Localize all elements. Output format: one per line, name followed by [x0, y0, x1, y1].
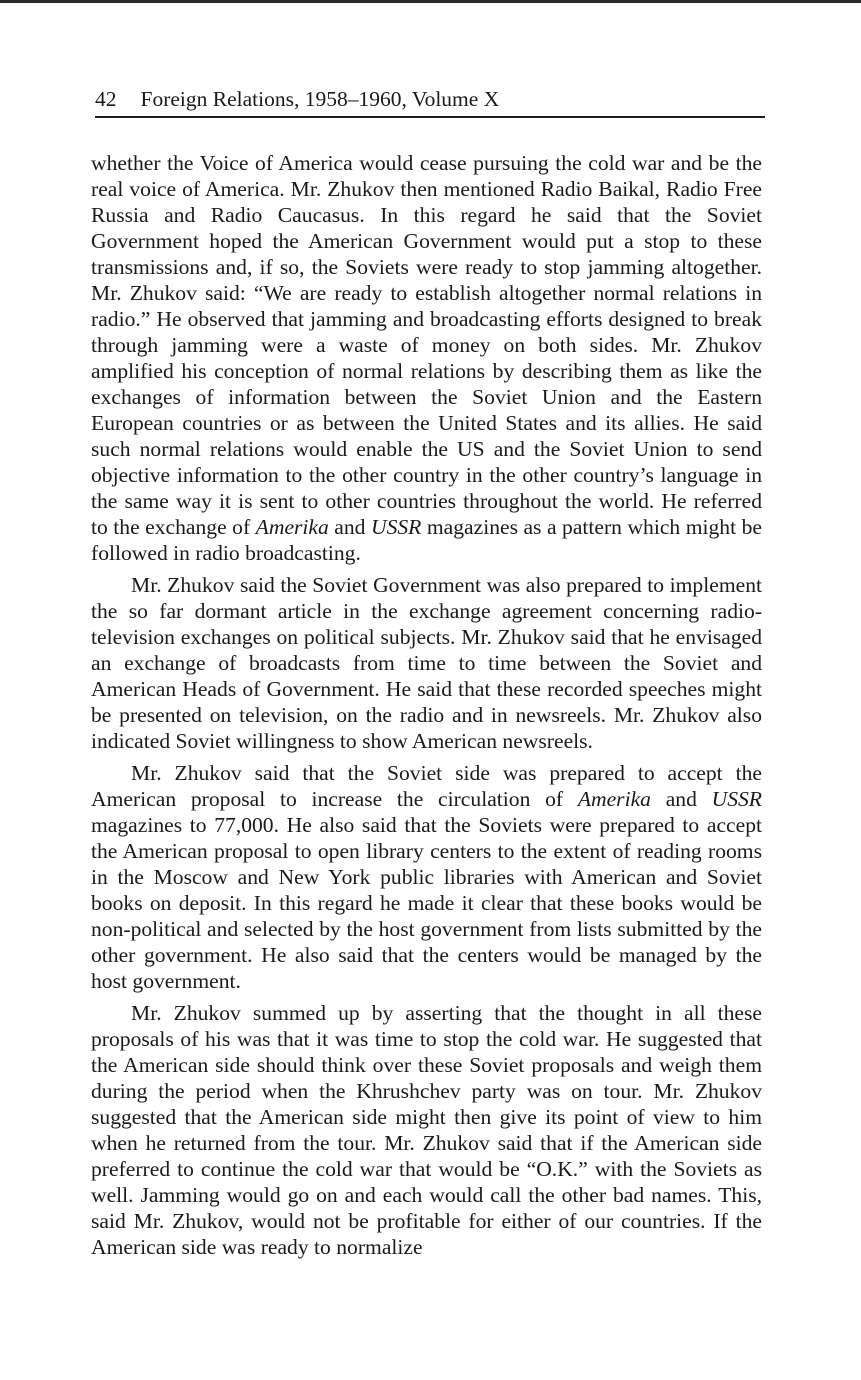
running-head: [95, 84, 765, 114]
page-number: 42: [95, 87, 117, 111]
text-run: and: [328, 515, 371, 539]
text-run: and: [650, 787, 712, 811]
text-run: magazines as a pattern which might be followed in radio broadcasting.: [91, 515, 762, 565]
text-run: whether the Voice of America would cease pursuing the cold war and be the real voice of America. Mr. Zhukov then mentioned Radio Baikal, Radio Free Russia and Radio Caucasus. In this regard he said that the Soviet Government hoped the American Government would put a stop to these transmissions and, if so, the Soviets were ready to stop jamming altogether. Mr. Zhukov said: “We are ready to establish altogether normal relations in radio.” He observed that jamming and broadcasting efforts designed to break through jamming were a waste of money on both sides. Mr. Zhukov amplified his conception of normal relations by describing them as like the exchanges of information between the Soviet Union and the Eastern European countries or as between the United States and its allies. He said such normal relations would enable the US and the Soviet Union to send objective information to the other country in the other country’s language in the same way it is sent to other countries throughout the world. He referred to the exchange of: [91, 151, 762, 539]
text-run: magazines to 77,000. He also said that the Soviets were prepared to accept the American proposal to open library centers to the extent of reading rooms in the Moscow and New York public libraries with American and Soviet books on deposit. In this regard he made it clear that these books would be non-political and selected by the host government from lists submitted by the other government. He also said that the centers would be managed by the host government.: [91, 813, 762, 993]
paragraph-2: [91, 572, 762, 754]
text-run: Mr. Zhukov said the Soviet Government was also prepared to implement the so far dormant article in the exchange agreement concerning radio-television exchanges on political subjects. Mr. Zhukov said that he envisaged an exchange of broadcasts from time to time between the Soviet and American Heads of Government. He said that these recorded speeches might be presented on television, on the radio and in newsreels. Mr. Zhukov also indicated Soviet willingness to show American newsreels.: [91, 573, 762, 753]
running-title: Foreign Relations, 1958–1960, Volume X: [140, 87, 500, 111]
paragraph-3: [91, 760, 762, 994]
paragraph-1: [91, 150, 762, 566]
header-rule: [95, 116, 765, 118]
text-run: Mr. Zhukov said that the Soviet side was prepared to accept the American proposal to increase the circulation of: [91, 761, 762, 811]
italic-title: Amerika: [255, 515, 329, 539]
body-text: [91, 150, 762, 1266]
paragraph-4: [91, 1000, 762, 1260]
italic-title: Amerika: [577, 787, 651, 811]
page-top-edge: [0, 0, 861, 3]
italic-title: USSR: [711, 787, 762, 811]
text-run: Mr. Zhukov summed up by asserting that the thought in all these proposals of his was that it was time to stop the cold war. He suggested that the American side should think over these Soviet proposals and weigh them during the period when the Khrushchev party was on tour. Mr. Zhukov suggested that the American side might then give its point of view to him when he returned from the tour. Mr. Zhukov said that if the American side preferred to continue the cold war that would be “O.K.” with the Soviets as well. Jamming would go on and each would call the other bad names. This, said Mr. Zhukov, would not be profitable for either of our countries. If the American side was ready to normalize: [91, 1001, 762, 1259]
italic-title: USSR: [370, 515, 422, 539]
